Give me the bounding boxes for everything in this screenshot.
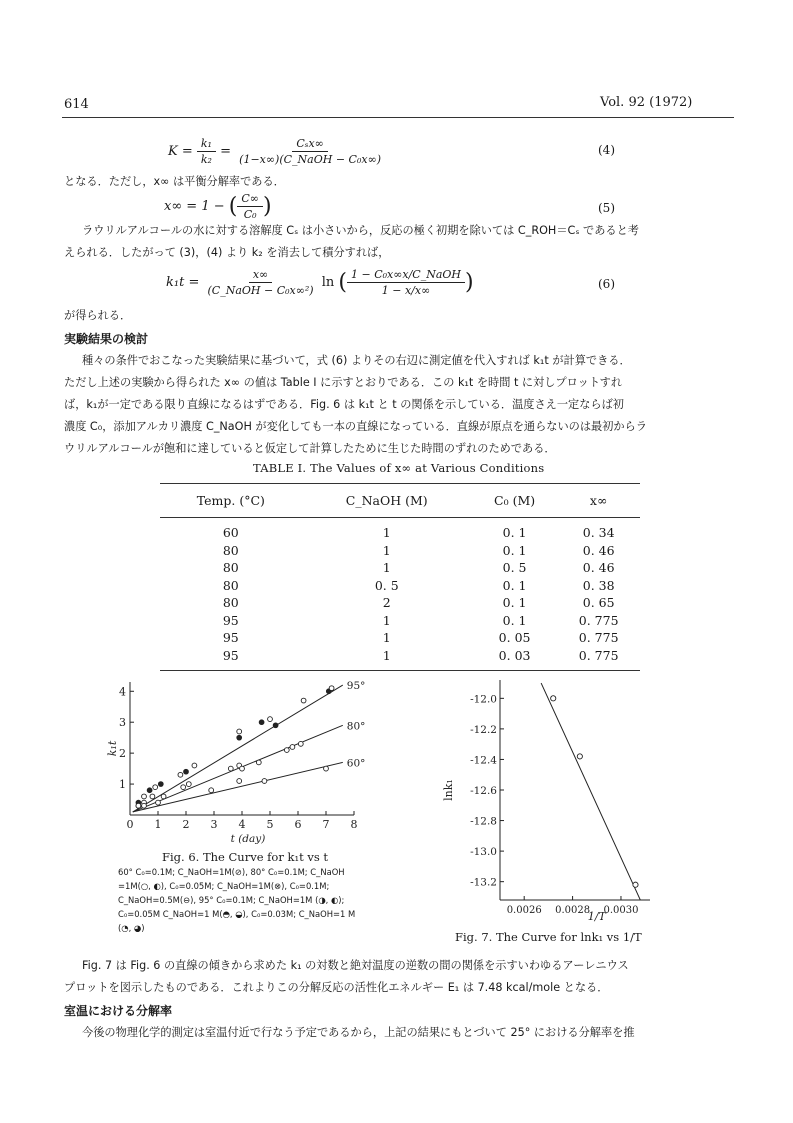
eq6-ln: ln [321, 275, 335, 290]
fig6-x-tick-label: 7 [322, 818, 330, 831]
fig6-series-label: 60° [346, 757, 366, 770]
fig6-y-tick-label: 1 [119, 778, 126, 792]
fig6-data-point [192, 763, 197, 768]
fig6-data-point [161, 794, 166, 799]
table-row [160, 577, 640, 595]
equation-6-number: (6) [598, 277, 615, 291]
fig6-data-point [273, 723, 278, 728]
table-cell: 0. 03 [472, 647, 557, 671]
fig7-caption: Fig. 7. The Curve for lnk₁ vs 1/T [455, 930, 642, 944]
table-cell: 0. 775 [578, 612, 619, 628]
fig6-legend-line: =1M(○, ◐), C₀=0.05M; C_NaOH=1M(⊗), C₀=0.1M; [118, 881, 330, 891]
fig6-data-point [228, 766, 233, 771]
fig6-x-tick-label: 6 [294, 818, 302, 831]
section-title-results: 実験結果の検討 [64, 332, 149, 346]
paragraph-1-line-2: えられる．したがって (3)，(4) より k₂ を消去して積分すれば， [64, 246, 390, 259]
table-row [160, 647, 640, 671]
table-row [160, 629, 640, 647]
fig6-x-tick-label: 3 [210, 818, 218, 831]
fig6-data-point [240, 766, 245, 771]
table-header-cnaoh: C_NaOH (M) [302, 484, 472, 518]
fig6-data-point [186, 782, 191, 787]
table-cell: 2 [382, 595, 391, 611]
fig6-caption: Fig. 6. The Curve for k₁t vs t [162, 850, 329, 864]
table-cell: 95 [222, 612, 239, 628]
header-rule [62, 117, 734, 118]
fig6-data-point [284, 748, 289, 753]
section-title-room-temp: 室温における分解率 [64, 1004, 173, 1018]
eq5-frac-num: C∞ [237, 192, 263, 207]
fig6-data-point [153, 785, 158, 790]
fig7-x-tick-label: 0.0030 [603, 905, 639, 916]
eq5-frac-den: C₀ [243, 208, 257, 221]
equation-5: x∞ = 1 − ( $\frac{C\infty}{\text{C₀}}$ ) [164, 192, 272, 221]
fig6-data-point [184, 769, 189, 774]
fig6-data-point [329, 686, 334, 691]
paragraph-2-line-3: ば，k₁が一定である限り直線になるはずである．Fig. 6 は k₁t と t の関係を示している．温度さえ一定ならば初 [64, 398, 624, 411]
fig6-data-point [259, 720, 264, 725]
fig6-y-tick-label: 2 [119, 747, 126, 761]
text-line-after-eq6: が得られる． [64, 309, 132, 322]
eq4-frac2-den: (1−x∞)(C_NaOH − C₀x∞) [239, 153, 382, 166]
paragraph-2-line-2: ただし上述の実験から得られた x∞ の値は Table I に示すとおりである．この k₁t を時間 t に対しプロットすれ [64, 376, 623, 389]
fig6-data-point [268, 717, 273, 722]
fig6-fit-line [133, 762, 343, 811]
fig7-y-tick-label: -12.4 [470, 754, 497, 767]
fig7-y-tick-label: -13.0 [470, 846, 497, 859]
fig7-y-tick-label: -12.2 [470, 723, 497, 736]
table-cell: 1 [382, 612, 391, 628]
volume-label: Vol. 92 (1972) [600, 95, 693, 110]
fig6-legend [118, 865, 355, 935]
table-header-c0: C₀ (M) [472, 484, 557, 518]
table-cell: 80 [222, 560, 239, 576]
fig6-series-label: 95° [346, 680, 366, 693]
fig7-data-point [633, 882, 638, 887]
fig6-legend-line: 60° C₀=0.1M; C_NaOH=1M(⊘), 80° C₀=0.1M; C_NaOH [118, 867, 345, 877]
table-cell: 0. 65 [582, 595, 615, 611]
fig6-data-point [301, 698, 306, 703]
fig6-data-point [290, 745, 295, 750]
text-line-1: となる．ただし，x∞ は平衡分解率である． [64, 175, 285, 188]
fig6-data-point [237, 735, 242, 740]
eq6-frac2-den: 1 − x/x∞ [381, 284, 431, 297]
eq6-frac1-den: (C_NaOH − C₀x∞²) [207, 284, 314, 297]
table-row [160, 518, 640, 542]
fig6-data-point [142, 794, 147, 799]
table-cell: 80 [222, 542, 239, 558]
fig7-y-tick-label: -12.6 [470, 785, 497, 797]
table-cell: 0. 34 [582, 525, 615, 541]
eq5-lhs: x∞ = 1 − [164, 199, 225, 214]
table-cell: 95 [222, 630, 239, 646]
eq6-frac2-num: 1 − C₀x∞x/C_NaOH [347, 268, 465, 283]
eq4-frac1-den: k₂ [200, 153, 212, 166]
paragraph-1-line-1: ラウリルアルコールの水に対する溶解度 Cₛ は小さいから，反応の極く初期を除いては C_ROH＝Cₛ であると考 [82, 224, 639, 237]
fig6-data-point [237, 729, 242, 734]
fig6-data-point [150, 794, 155, 799]
fig6-x-tick-label: 1 [154, 818, 162, 831]
fig6-data-point [181, 785, 186, 790]
equation-5-number: (5) [598, 201, 615, 215]
paragraph-3-line-1: Fig. 7 は Fig. 6 の直線の傾きから求めた k₁ の対数と絶対温度の逆数の間の関係を示すいわゆるアーレニウス [82, 959, 629, 972]
fig7-y-tick-label: -12.0 [470, 693, 497, 706]
table-row [160, 594, 640, 612]
eq6-lhs: k₁t = [166, 275, 200, 290]
paragraph-3-line-2: プロットを図示したものである．これよりこの分解反応の活性化エネルギー E₁ は 7.48 kcal/mole となる． [64, 981, 609, 994]
table-1-caption: TABLE I. The Values of x∞ at Various Conditions [253, 461, 545, 475]
fig7-data-point [551, 696, 556, 701]
page-number: 614 [64, 97, 89, 112]
table-row [160, 612, 640, 630]
table-cell: 0. 5 [502, 560, 527, 576]
table-header-row [160, 484, 640, 518]
fig6-data-point [237, 779, 242, 784]
table-header-xinf: x∞ [557, 484, 640, 518]
eq4-frac2-num: Cₛx∞ [292, 137, 328, 152]
table-cell: 0. 46 [582, 560, 615, 576]
eq4-fraction-1 [197, 137, 216, 166]
equation-4 [168, 137, 385, 166]
paragraph-2-line-1: 種々の条件でおこなった実験結果に基づいて，式 (6) よりその右辺に測定値を代入すれば k₁t が計算できる． [82, 354, 631, 367]
table-cell: 1 [382, 630, 391, 646]
eq4-lhs: K = [168, 144, 193, 159]
equation-4-number: (4) [598, 143, 615, 157]
fig6-x-tick-label: 5 [266, 818, 274, 831]
eq6-fraction-1 [203, 268, 317, 297]
fig6-x-tick-label: 8 [350, 818, 358, 831]
fig6-legend-line: C_NaOH=0.5M(⊖), 95° C₀=0.1M; C_NaOH=1M (◑, ◐); [118, 895, 345, 905]
table-cell: 1 [382, 560, 391, 576]
fig7-x-axis-label: 1/T [587, 910, 606, 923]
paragraph-4-line-1: 今後の物理化学的測定は室温付近で行なう予定であるから，上記の結果にもとづいて 25° における分解率を推 [82, 1026, 635, 1039]
table-cell: 1 [382, 525, 391, 541]
fig7-chart [440, 672, 660, 924]
eq5-fraction [237, 192, 263, 221]
fig6-y-axis-label: k₁t [106, 740, 119, 757]
fig6-legend-line: (◔, ◕) [118, 923, 145, 933]
fig6-data-point [256, 760, 261, 765]
table-cell: 0. 1 [502, 542, 527, 558]
fig6-x-tick-label: 0 [126, 818, 134, 831]
table-row [160, 542, 640, 560]
table-cell: 0. 38 [582, 577, 615, 593]
fig6-data-point [158, 782, 163, 787]
fig6-data-point [324, 766, 329, 771]
fig6-data-point [298, 741, 303, 746]
eq4-fraction-2 [235, 137, 385, 166]
table-cell: 0. 1 [502, 525, 527, 541]
table-row [160, 559, 640, 577]
paragraph-2-line-4: 濃度 C₀，添加アルカリ濃度 C_NaOH が変化しても一本の直線になっている．直線が原点を通らないのは最初からラ [64, 420, 647, 433]
table-cell: 0. 775 [557, 647, 640, 671]
eq6-frac1-num: x∞ [249, 268, 272, 283]
table-cell: 0. 775 [578, 630, 619, 646]
fig6-y-tick-label: 3 [119, 716, 126, 730]
fig7-y-tick-label: -13.2 [470, 876, 497, 889]
fig7-x-tick-label: 0.0028 [555, 905, 591, 916]
table-cell: 80 [222, 577, 239, 593]
fig6-x-tick-label: 2 [182, 818, 190, 831]
fig6-x-tick-label: 4 [238, 818, 246, 831]
fig6-fit-line [133, 685, 343, 812]
fig6-y-tick-label: 4 [119, 685, 126, 699]
eq4-frac1-num: k₁ [197, 137, 216, 152]
table-cell: 0. 5 [374, 577, 399, 593]
table-cell: 0. 1 [502, 577, 527, 593]
table-cell: 60 [222, 525, 239, 541]
fig6-x-axis-label: t (day) [230, 833, 266, 845]
fig6-chart [106, 672, 376, 850]
fig6-data-point [209, 788, 214, 793]
fig7-data-point [577, 754, 582, 759]
table-cell: 95 [160, 647, 302, 671]
table-cell: 80 [222, 595, 239, 611]
fig6-data-point [147, 788, 152, 793]
fig6-data-point [262, 779, 267, 784]
table-cell: 0. 46 [582, 542, 615, 558]
fig6-data-point [178, 772, 183, 777]
table-cell: 0. 05 [498, 630, 531, 646]
fig6-data-point [142, 803, 147, 808]
table-cell: 1 [302, 647, 472, 671]
fig6-legend-line: C₀=0.05M C_NaOH=1 M(◓, ◒), C₀=0.03M; C_NaOH=1 M [118, 909, 356, 919]
fig6-data-point [136, 803, 141, 808]
fig7-fit-line [541, 683, 640, 900]
table-cell: 0. 1 [502, 595, 527, 611]
fig6-series-label: 80° [346, 720, 366, 733]
fig7-y-axis-label: lnk₁ [442, 779, 455, 801]
fig7-y-tick-label: -12.8 [470, 815, 497, 828]
equation-6: k₁t = $\frac{x\infty}{\text{(C\_NaOH − C₀x∞²)}}$ ln ( $\frac{\text{1 − C₀x∞x/C\_NaOH}}{1 - x/x\infty}$ ) [166, 268, 474, 297]
fig6-data-point [156, 800, 161, 805]
table-1 [160, 483, 640, 671]
table-cell: 0. 1 [502, 612, 527, 628]
fig7-x-tick-label: 0.0026 [506, 905, 542, 916]
table-cell: 1 [382, 542, 391, 558]
eq6-fraction-2 [347, 268, 465, 297]
table-header-temp: Temp. (°C) [160, 484, 302, 518]
paragraph-2-line-5: ウリルアルコールが飽和に達していると仮定して計算したために生じた時間のずれのためである． [64, 442, 556, 455]
eq4-equals: = [220, 144, 232, 159]
